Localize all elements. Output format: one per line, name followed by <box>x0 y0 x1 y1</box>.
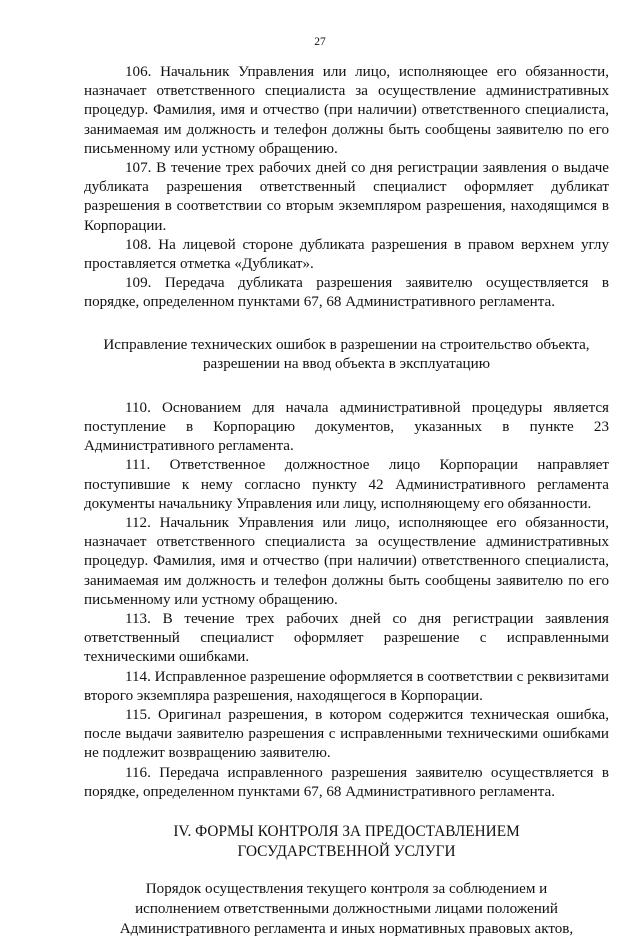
paragraph-111: 111. Ответственное должностное лицо Корпорации направляет поступившие к нему согласно пункту 42 Административного регламента документы начальнику Управления или лицу, исполняющему его обязанности. <box>84 457 609 512</box>
paragraph-106: 106. Начальник Управления или лицо, исполняющее его обязанности, назначает ответственного специалиста за осуществление административных процедур. Фамилия, имя и отчество (при наличии) ответственного специалиста, занимаемая им должность и телефон должны быть сообщены заявителю по его письменному или устному обращению. <box>84 64 609 157</box>
section-intro <box>84 880 609 939</box>
section-heading-iv <box>84 822 609 861</box>
paragraph-113: 113. В течение трех рабочих дней со дня регистрации заявления ответственный специалист оформляет разрешение с исправленными техническими ошибками. <box>84 611 609 666</box>
paragraph-114: 114. Исправленное разрешение оформляется в соответствии с реквизитами второго экземпляра разрешения, находящегося в Корпорации. <box>84 668 609 704</box>
subheading-line-1: Исправление технических ошибок в разрешении на строительство объекта, <box>103 336 590 353</box>
paragraph-110: 110. Основанием для начала административной процедуры является поступление в Корпорацию документов, указанных в пункте 23 Административного регламента. <box>84 399 609 455</box>
paragraph-109: 109. Передача дубликата разрешения заявителю осуществляется в порядке, определенном пунктами 67, 68 Административного регламента. <box>84 275 609 311</box>
paragraph-107: 107. В течение трех рабочих дней со дня регистрации заявления о выдаче дубликата разрешения ответственный специалист оформляет дубликат разрешения в соответствии со вторым экземпляром разрешения, находящимся в Корпорации. <box>84 160 609 234</box>
paragraph-116: 116. Передача исправленного разрешения заявителю осуществляется в порядке, определенном пунктами 67, 68 Административного регламента. <box>84 764 609 800</box>
section-intro-line-3: Административного регламента и иных нормативных правовых актов, <box>119 920 574 937</box>
spacer <box>84 375 609 399</box>
subheading-line-2: разрешении на ввод объекта в эксплуатацию <box>202 356 490 373</box>
section-heading-line-2: ГОСУДАРСТВЕННОЙ УСЛУГИ <box>237 842 456 860</box>
subheading-technical-errors <box>84 336 609 375</box>
page-number: 27 <box>314 36 326 48</box>
section-intro-line-1: Порядок осуществления текущего контроля за соблюдением и <box>145 881 548 898</box>
paragraph-115: 115. Оригинал разрешения, в котором содержится техническая ошибка, после выдачи заявителю разрешения с исправленными техническими ошибками не подлежит возвращению заявителю. <box>84 707 609 762</box>
paragraph-108: 108. На лицевой стороне дубликата разрешения в правом верхнем углу проставляется отметка «Дубликат». <box>84 236 609 273</box>
section-heading-line-1: IV. ФОРМЫ КОНТРОЛЯ ЗА ПРЕДОСТАВЛЕНИЕМ <box>173 823 520 841</box>
paragraph-112: 112. Начальник Управления или лицо, исполняющее его обязанности, назначает ответственного специалиста за осуществление административных процедур. Фамилия, имя и отчество (при наличии) ответственного специалиста, занимаемая им должность и телефон должны быть сообщены заявителю по его письменному или устному обращению. <box>84 515 609 608</box>
section-intro-line-2: исполнением ответственными должностными лицами положений <box>135 901 558 918</box>
document-body <box>84 63 609 940</box>
